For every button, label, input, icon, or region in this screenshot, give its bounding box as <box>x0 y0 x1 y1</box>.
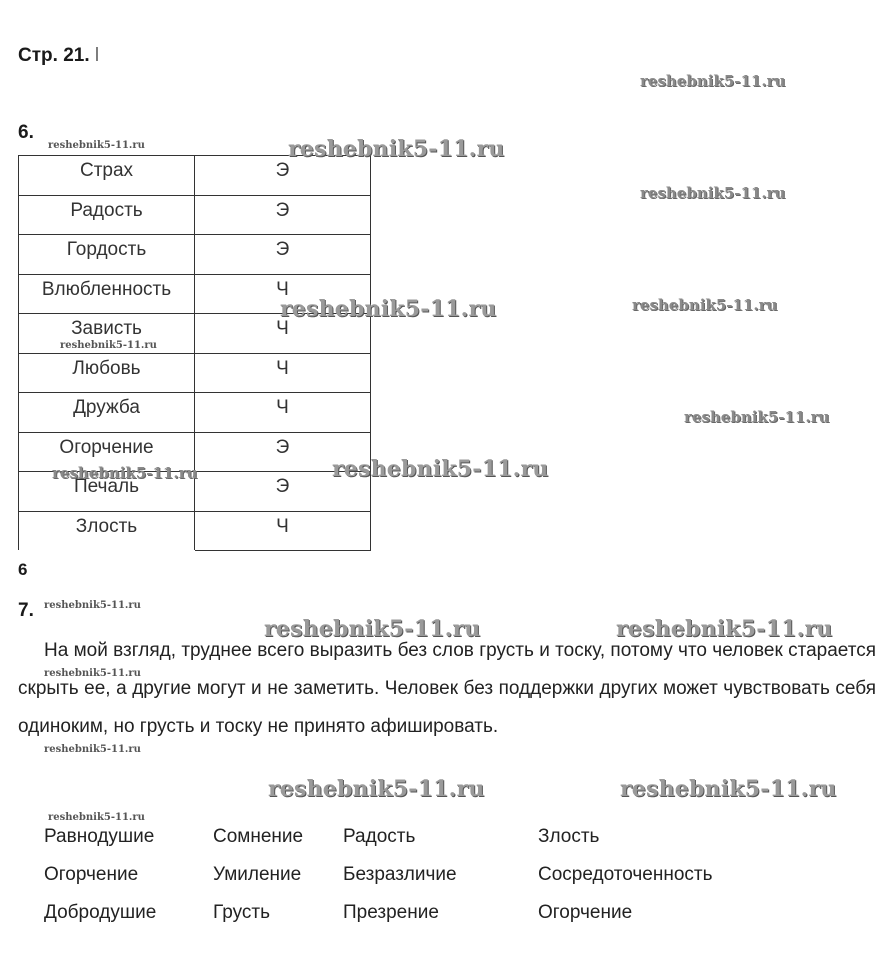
task7-number: 7. <box>18 600 34 621</box>
emotion-mark: Э <box>195 156 371 196</box>
emotion-mark: Э <box>195 235 371 275</box>
emotion-mark: Ч <box>195 393 371 433</box>
emotion-mark: Ч <box>195 511 371 551</box>
emotion-word: Огорчение <box>19 432 195 472</box>
emotion-word: Радость <box>19 195 195 235</box>
watermark: reshebnik5-11.ru <box>52 464 198 482</box>
grid-word: Радость <box>343 826 416 847</box>
watermark: reshebnik5-11.ru <box>332 456 549 482</box>
grid-word: Огорчение <box>44 864 139 885</box>
grid-word: Равнодушие <box>44 826 155 847</box>
task6-number: 6. <box>18 122 34 143</box>
emotion-word: Зависть <box>19 314 195 354</box>
emotion-word: Любовь <box>19 353 195 393</box>
table-row <box>19 393 371 433</box>
grid-word: Презрение <box>343 902 439 923</box>
emotion-mark: Ч <box>195 314 371 354</box>
grid-word: Огорчение <box>538 902 633 923</box>
watermark: reshebnik5-11.ru <box>44 600 141 611</box>
table-row <box>19 353 371 393</box>
emotion-word: Дружба <box>19 393 195 433</box>
emotion-mark: Ч <box>195 353 371 393</box>
watermark: reshebnik5-11.ru <box>632 296 778 314</box>
emotion-word: Влюбленность <box>19 274 195 314</box>
emotion-word: Злость <box>19 511 195 551</box>
watermark: reshebnik5-11.ru <box>44 668 141 679</box>
grid-word: Умиление <box>213 864 302 885</box>
page-header: Стр. 21. l <box>18 45 100 66</box>
watermark: reshebnik5-11.ru <box>640 184 786 202</box>
emotion-mark: Э <box>195 195 371 235</box>
watermark: reshebnik5-11.ru <box>48 140 145 151</box>
emotion-word: Страх <box>19 156 195 196</box>
watermark: reshebnik5-11.ru <box>684 408 830 426</box>
watermark: reshebnik5-11.ru <box>640 72 786 90</box>
watermark: reshebnik5-11.ru <box>280 296 497 322</box>
table-row <box>19 511 371 551</box>
grid-word: Сосредоточенность <box>538 864 713 885</box>
emotion-mark: Э <box>195 472 371 512</box>
watermark: reshebnik5-11.ru <box>620 776 837 802</box>
table-row <box>19 235 371 275</box>
watermark: reshebnik5-11.ru <box>44 744 141 755</box>
task7-paragraph: На мой взгляд, труднее всего выразить без слов грусть и тоску, потому что человек старается скрыть ее, а другие могут и не заметить. Человек без поддержки других может чувствовать себя одиноким, но грусть и тоску не принято афишировать. <box>18 640 876 737</box>
emotion-word: Печаль <box>19 472 195 512</box>
watermark: reshebnik5-11.ru <box>268 776 485 802</box>
watermark: reshebnik5-11.ru <box>60 340 157 351</box>
emotion-mark: Ч <box>195 274 371 314</box>
grid-word: Грусть <box>213 902 270 923</box>
emotion-mark: Э <box>195 432 371 472</box>
watermark: reshebnik5-11.ru <box>264 616 481 642</box>
emotion-word: Гордость <box>19 235 195 275</box>
watermark: reshebnik5-11.ru <box>48 812 145 823</box>
table-row <box>19 195 371 235</box>
grid-word: Добродушие <box>44 902 157 923</box>
watermark: reshebnik5-11.ru <box>616 616 833 642</box>
grid-word: Сомнение <box>213 826 304 847</box>
grid-word: Безразличие <box>343 864 457 885</box>
grid-word: Злость <box>538 826 600 847</box>
watermark: reshebnik5-11.ru <box>288 136 505 162</box>
emotions-table <box>18 155 371 551</box>
cut-glyph: 6 <box>18 560 28 579</box>
